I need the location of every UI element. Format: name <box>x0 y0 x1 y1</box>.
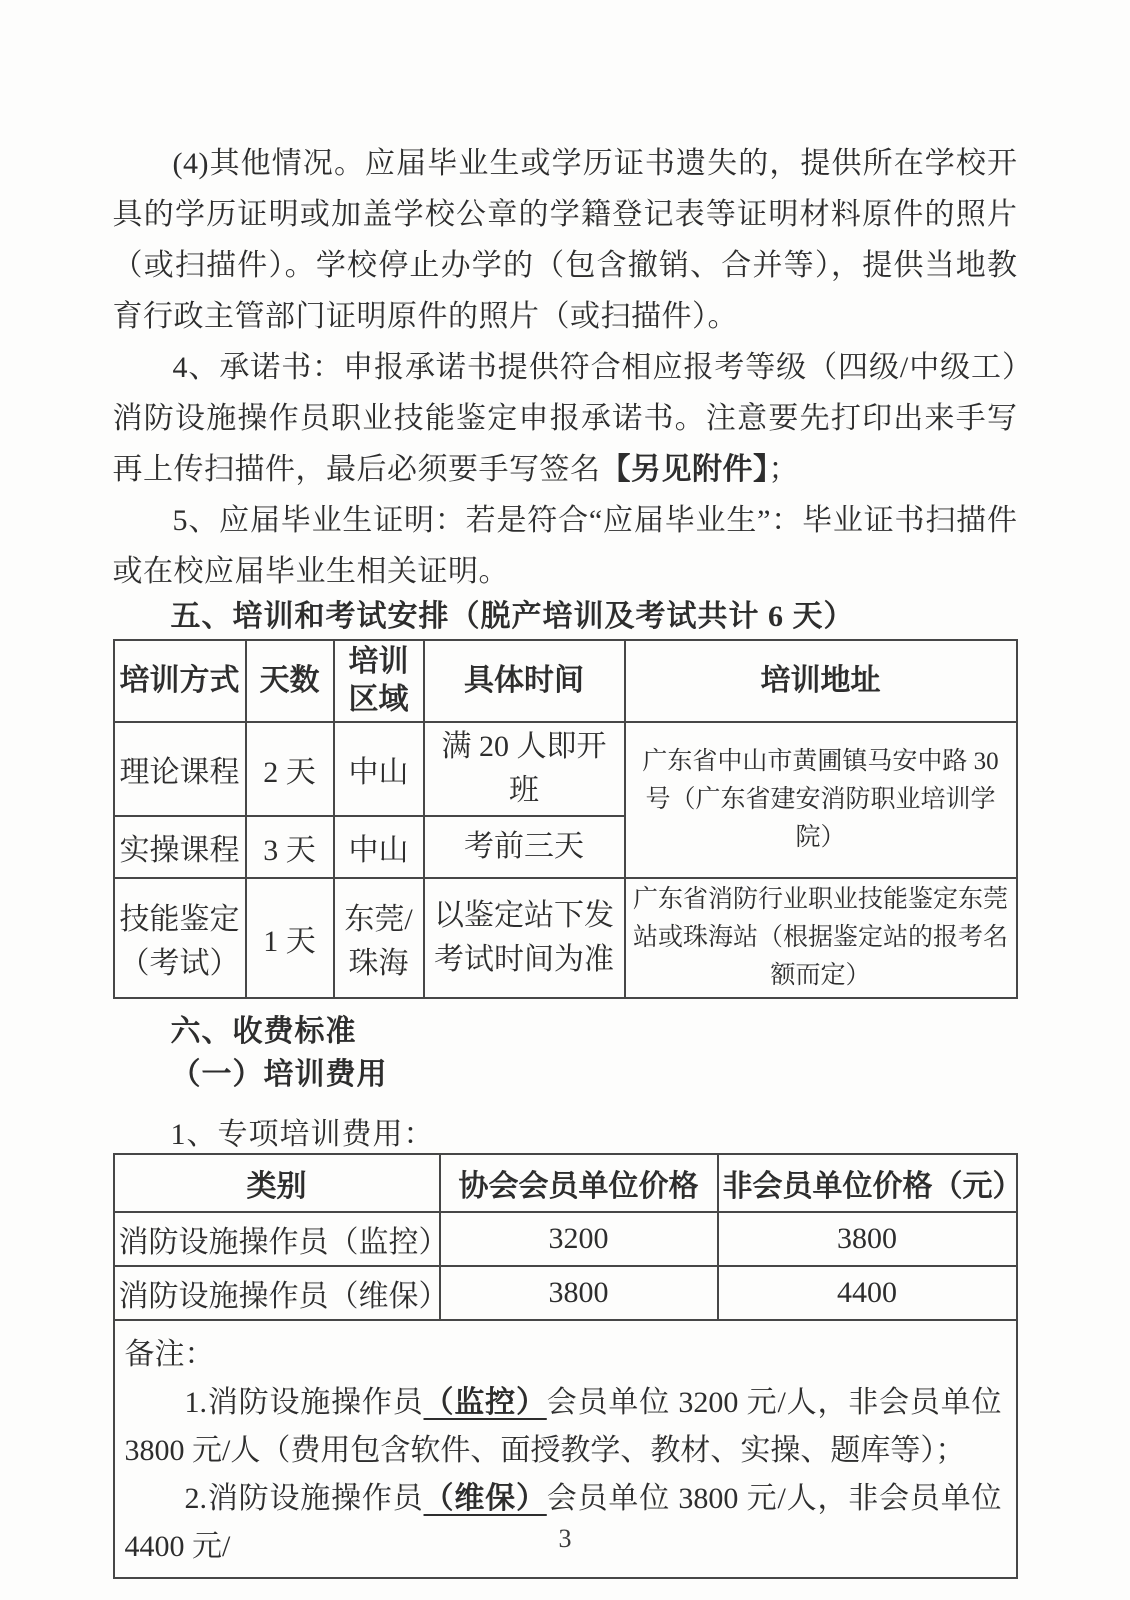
training-method-cell: 实操课程 <box>114 816 246 878</box>
column-header-method: 培训方式 <box>114 640 246 722</box>
fee-row-monitoring <box>114 1212 1017 1266</box>
training-days-cell: 3 天 <box>246 816 334 878</box>
paragraph-other-cases: (4)其他情况。应届毕业生或学历证书遗失的，提供所在学校开具的学历证明或加盖学校公章的学籍登记表等证明材料原件的照片（或扫描件）。学校停止办学的（包含撤销、合并等），提供当地教育行政主管部门证明原件的照片（或扫描件）。 <box>112 147 1018 333</box>
training-time-cell: 考前三天 <box>424 816 625 878</box>
list-item-special-training-fee: 1、专项培训费用： <box>170 1118 435 1151</box>
training-row-theory <box>114 722 1017 816</box>
fee-category-cell: 消防设施操作员（监控） <box>114 1212 440 1266</box>
column-header-days: 天数 <box>246 640 334 722</box>
column-header-region: 培训区域 <box>334 640 424 722</box>
training-address-cell-zhongshan: 广东省中山市黄圃镇马安中路 30 号（广东省建安消防职业培训学院） <box>625 722 1017 878</box>
paragraph-commitment-letter: 4、承诺书：申报承诺书提供符合相应报考等级（四级/中级工）消防设施操作员职业技能鉴定申报承诺书。注意要先打印出来手写再上传扫描件，最后必须要手写签名【另见附件】； <box>112 351 1018 486</box>
fee-member-price-cell: 3800 <box>440 1266 718 1320</box>
fee-row-maintenance <box>114 1266 1017 1320</box>
column-header-category: 类别 <box>114 1154 440 1212</box>
training-region-cell: 中山 <box>334 816 424 878</box>
training-time-cell: 以鉴定站下发考试时间为准 <box>424 878 625 998</box>
section-title-training-schedule: 五、培训和考试安排（脱产培训及考试共计 6 天） <box>170 600 855 633</box>
training-region-cell: 中山 <box>334 722 424 816</box>
subsection-title-training-fee: （一）培训费用 <box>170 1058 388 1091</box>
training-table-header-row <box>114 640 1017 722</box>
fee-category-cell: 消防设施操作员（维保） <box>114 1266 440 1320</box>
section-title-fees: 六、收费标准 <box>170 1015 357 1048</box>
fee-member-price-cell: 3200 <box>440 1212 718 1266</box>
fee-nonmember-price-cell: 4400 <box>718 1266 1017 1320</box>
notes-label: 备注： <box>124 1338 215 1371</box>
training-schedule-table <box>113 639 1018 999</box>
training-time-cell: 满 20 人即开班 <box>424 722 625 816</box>
training-row-exam <box>114 878 1017 998</box>
training-region-cell: 东莞/珠海 <box>334 878 424 998</box>
training-days-cell: 2 天 <box>246 722 334 816</box>
note-line-maintenance: 2.消防设施操作员（维保）会员单位 3800 元/人，非会员单位 4400 元/ <box>124 1482 1002 1563</box>
fee-table-header-row <box>114 1154 1017 1212</box>
document-content <box>112 0 1023 1579</box>
column-header-nonmember-price: 非会员单位价格（元） <box>718 1154 1017 1212</box>
training-days-cell: 1 天 <box>246 878 334 998</box>
training-method-cell: 理论课程 <box>114 722 246 816</box>
paragraph-graduate-proof: 5、应届毕业生证明：若是符合“应届毕业生”：毕业证书扫描件或在校应届毕业生相关证明。 <box>112 504 1018 588</box>
training-method-cell: 技能鉴定（考试） <box>114 878 246 998</box>
column-header-member-price: 协会会员单位价格 <box>440 1154 718 1212</box>
fee-nonmember-price-cell: 3800 <box>718 1212 1017 1266</box>
note-line-monitoring: 1.消防设施操作员（监控）会员单位 3200 元/人，非会员单位 3800 元/人（费用包含软件、面授教学、教材、实操、题库等）； <box>124 1386 1002 1467</box>
training-address-cell-exam: 广东省消防行业职业技能鉴定东莞站或珠海站（根据鉴定站的报考名额而定） <box>625 878 1017 998</box>
column-header-address: 培训地址 <box>625 640 1017 722</box>
column-header-time: 具体时间 <box>424 640 625 722</box>
page-number: 3 <box>558 1524 572 1553</box>
fee-table <box>113 1153 1023 1579</box>
